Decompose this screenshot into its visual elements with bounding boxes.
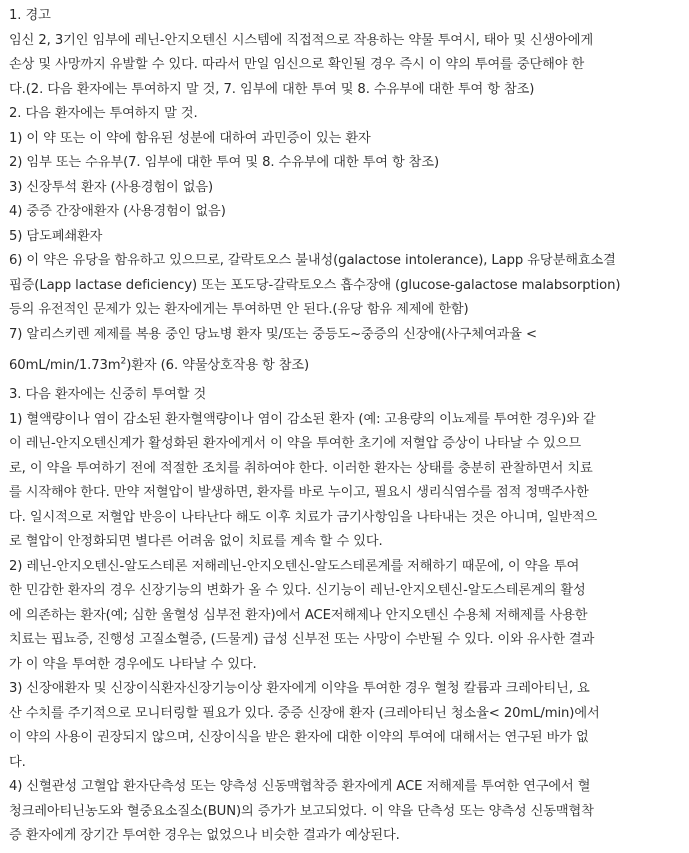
caution-item-1-line-6: 로 혈압이 안정화되면 별다른 어려움 없이 치료를 계속 할 수 있다. bbox=[9, 534, 383, 549]
caution-item-1-line-2: 이 레닌-안지오텐신계가 활성화된 환자에게서 이 약을 투여한 초기에 저혈압 증상이 나타날 수 있으므 bbox=[9, 436, 581, 451]
contraindication-item-6-line-1: 6) 이 약은 유당을 함유하고 있으므로, 갈락토오스 불내성(galactose intolerance), Lapp 유당분해효소결 bbox=[9, 253, 616, 268]
caution-item-2-line-2: 한 민감한 환자의 경우 신장기능의 변화가 올 수 있다. 신기능이 레닌-안지오텐신-알도스테론계의 활성 bbox=[9, 583, 586, 598]
caution-item-4-line-1: 4) 신혈관성 고혈압 환자단측성 또는 양측성 신동맥협착증 환자에게 ACE 저해제를 투여한 연구에서 혈 bbox=[9, 779, 591, 794]
contraindication-item-6-line-2: 핍증(Lapp lactase deficiency) 또는 포도당-갈락토오스 흡수장애 (glucose-galactose malabsorption) bbox=[9, 277, 621, 293]
warning-line-1: 임신 2, 3기인 임부에 레닌-안지오텐신 시스템에 직접적으로 작용하는 약물 투여시, 태아 및 신생아에게 bbox=[9, 32, 594, 48]
caution-item-2-line-1: 2) 레닌-안지오텐신-알도스테론 저해레닌-안지오텐신-알도스테론계를 저해하기 때문에, 이 약을 투여 bbox=[9, 558, 580, 574]
contraindication-item-2: 2) 임부 또는 수유부(7. 임부에 대한 투여 및 8. 수유부에 대한 투여 항 참조) bbox=[9, 155, 440, 170]
contraindication-item-5: 5) 담도폐쇄환자 bbox=[9, 228, 103, 244]
caution-item-2-line-3: 에 의존하는 환자(예; 심한 울혈성 심부전 환자)에서 ACE저해제나 안지오텐신 수용체 저해제를 사용한 bbox=[9, 607, 588, 623]
renal-text-before: 60mL/min/1.73m bbox=[9, 358, 121, 373]
caution-item-1-line-3: 로, 이 약을 투여하기 전에 적절한 조치를 취하여야 한다. 이러한 환자는 상태를 충분히 관찰하면서 치료 bbox=[9, 460, 593, 476]
section-3-heading: 3. 다음 환자에는 신중히 투여할 것 bbox=[9, 387, 207, 402]
caution-item-3-line-1: 3) 신장애환자 및 신장이식환자신장기능이상 환자에게 이약을 투여한 경우 혈청 칼륨과 크레아티닌, 요 bbox=[9, 681, 590, 696]
caution-item-1-line-4: 를 시작해야 한다. 만약 저혈압이 발생하면, 환자를 바로 누이고, 필요시 생리식염수를 점적 정맥주사한 bbox=[9, 485, 589, 500]
caution-item-1-line-5: 다. 일시적으로 저혈압 반응이 나타난다 해도 이후 치료가 금기사항임을 나타내는 것은 아니며, 일반적으 bbox=[9, 509, 598, 525]
warning-line-2: 손상 및 사망까지 유발할 수 있다. 따라서 만일 임신으로 확인될 경우 즉시 이 약의 투여를 중단해야 한 bbox=[9, 57, 585, 72]
contraindication-item-7-line-1: 7) 알리스키렌 제제를 복용 중인 당뇨병 환자 및/또는 중등도~중증의 신장애(사구체여과율 < bbox=[9, 326, 537, 342]
caution-item-3-line-2: 산 수치를 주기적으로 모니터링할 필요가 있다. 중증 신장애 환자 (크레아티닌 청소율< 20mL/min)에서 bbox=[9, 705, 600, 721]
section-1-heading: 1. 경고 bbox=[9, 8, 51, 23]
section-2-heading: 2. 다음 환자에는 투여하지 말 것. bbox=[9, 106, 198, 121]
caution-item-2-line-5: 가 이 약을 투여한 경우에도 나타날 수 있다. bbox=[9, 656, 257, 672]
contraindication-item-3: 3) 신장투석 환자 (사용경험이 없음) bbox=[9, 179, 214, 195]
contraindication-item-1: 1) 이 약 또는 이 약에 함유된 성분에 대하여 과민증이 있는 환자 bbox=[9, 130, 371, 146]
contraindication-item-6-line-3: 등의 유전적인 문제가 있는 환자에게는 투여하면 안 된다.(유당 함유 제제에 한함) bbox=[9, 302, 469, 317]
renal-text-after: )환자 (6. 약물상호작용 항 참조) bbox=[126, 358, 310, 373]
contraindication-item-4: 4) 중증 간장애환자 (사용경험이 없음) bbox=[9, 204, 226, 219]
caution-item-3-line-4: 다. bbox=[9, 754, 26, 770]
caution-item-4-line-3: 증 환자에게 장기간 투여한 경우는 없었으나 비슷한 결과가 예상된다. bbox=[9, 828, 400, 843]
warning-line-3: 다.(2. 다음 환자에는 투여하지 말 것, 7. 임부에 대한 투여 및 8. 수유부에 대한 투여 항 참조) bbox=[9, 81, 535, 97]
caution-item-2-line-4: 치료는 핍뇨증, 진행성 고질소혈증, (드물게) 급성 신부전 또는 사망이 수반될 수 있다. 이와 유사한 결과 bbox=[9, 632, 595, 647]
caution-item-1-line-1: 1) 혈액량이나 염이 감소된 환자혈액량이나 염이 감소된 환자 (예: 고용량의 이뇨제를 투여한 경우)와 같 bbox=[9, 411, 596, 427]
contraindication-item-7-line-2 bbox=[9, 347, 679, 383]
renal-text-superscript: 2 bbox=[120, 356, 127, 367]
caution-item-4-line-2: 청크레아티닌농도와 혈중요소질소(BUN)의 증가가 보고되었다. 이 약을 단측성 또는 양측성 신동맥협착 bbox=[9, 803, 594, 819]
caution-item-3-line-3: 이 약의 사용이 권장되지 않으며, 신장이식을 받은 환자에 대한 이약의 투여에 대해서는 연구된 바가 없 bbox=[9, 730, 589, 745]
